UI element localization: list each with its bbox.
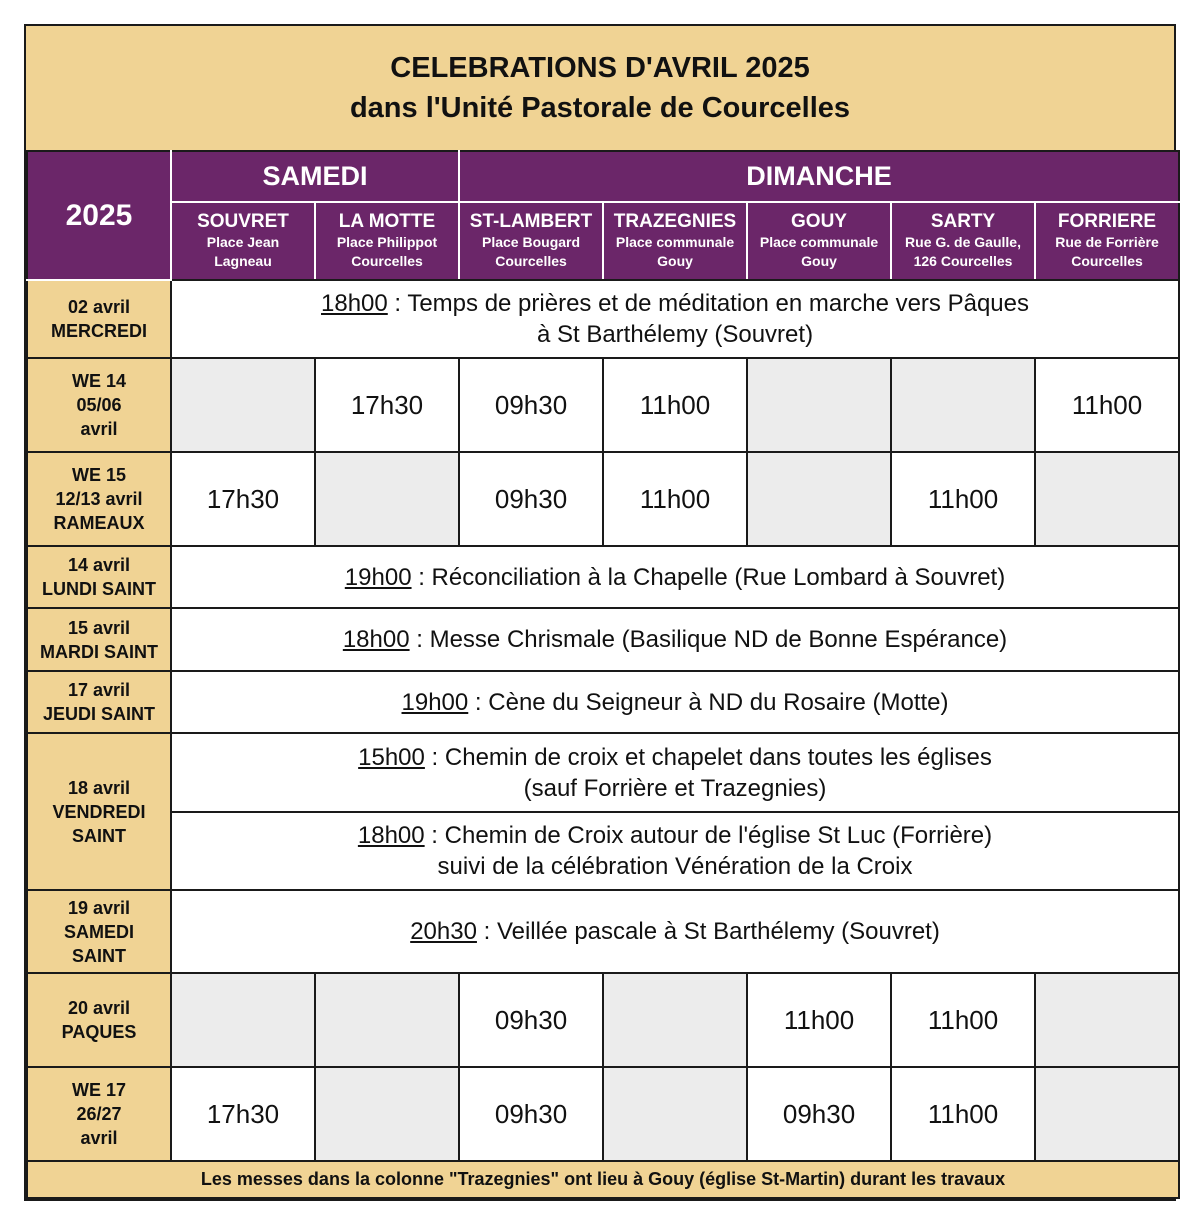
time-cell [747,358,891,452]
date-cell: 18 avril VENDREDI SAINT [27,733,171,890]
table-row [27,733,1179,812]
event-cell: 18h00 : Messe Chrismale (Basilique ND de Bonne Espérance) [171,608,1179,671]
table-row [27,973,1179,1067]
table-row [27,1067,1179,1161]
location-header-trazegnies: TRAZEGNIES Place communale Gouy [603,202,747,280]
schedule-sheet [24,24,1176,1201]
time-cell [1035,452,1179,546]
event-time: 18h00 [321,290,388,317]
title-line-1: CELEBRATIONS D'AVRIL 2025 [390,52,810,84]
time-cell [171,973,315,1067]
time-cell: 11h00 [747,973,891,1067]
time-cell [747,452,891,546]
table-row [27,671,1179,733]
time-cell: 17h30 [315,358,459,452]
date-cell: WE 15 12/13 avril RAMEAUX [27,452,171,546]
location-header-st-lambert: ST-LAMBERT Place Bougard Courcelles [459,202,603,280]
time-cell: 11h00 [891,452,1035,546]
time-cell [1035,1067,1179,1161]
event-cell: 18h00 : Chemin de Croix autour de l'église St Luc (Forrière) suivi de la célébration Vénération de la Croix [171,812,1179,890]
time-cell: 09h30 [459,1067,603,1161]
event-time: 19h00 [401,688,469,716]
page-title [26,26,1174,150]
time-cell [315,1067,459,1161]
year-header: 2025 [27,151,171,280]
time-cell: 09h30 [459,452,603,546]
time-cell [1035,973,1179,1067]
time-cell [315,452,459,546]
table-row [27,452,1179,546]
event-time: 18h00 [342,626,410,653]
time-cell: 09h30 [459,358,603,452]
date-cell: 14 avril LUNDI SAINT [27,546,171,608]
footer-note: Les messes dans la colonne "Trazegnies" ont lieu à Gouy (église St-Martin) durant les travaux [27,1161,1179,1198]
schedule-table [26,150,1180,1199]
event-cell: 19h00 : Réconciliation à la Chapelle (Rue Lombard à Souvret) [171,546,1179,608]
table-row [27,890,1179,973]
location-header-gouy: GOUY Place communale Gouy [747,202,891,280]
dimanche-header: DIMANCHE [459,151,1179,202]
time-cell: 11h00 [891,973,1035,1067]
time-cell [171,358,315,452]
event-cell: 19h00 : Cène du Seigneur à ND du Rosaire (Motte) [171,671,1179,733]
event-cell: 15h00 : Chemin de croix et chapelet dans toutes les églises (sauf Forrière et Trazegnies) [171,733,1179,812]
title-line-2: dans l'Unité Pastorale de Courcelles [349,92,851,124]
time-cell [891,358,1035,452]
time-cell: 11h00 [891,1067,1035,1161]
date-cell: 20 avril PAQUES [27,973,171,1067]
time-cell [603,973,747,1067]
event-cell: 18h00 : Temps de prières et de méditation en marche vers Pâques à St Barthélemy (Souvret) [171,280,1179,358]
event-cell: 20h30 : Veillée pascale à St Barthélemy (Souvret) [171,890,1179,973]
table-row [27,812,1179,890]
time-cell [603,1067,747,1161]
date-cell: WE 17 26/27 avril [27,1067,171,1161]
table-row [27,608,1179,671]
date-cell: 02 avril MERCREDI [27,280,171,358]
date-cell: 17 avril JEUDI SAINT [27,671,171,733]
event-time: 19h00 [344,563,412,591]
time-cell: 11h00 [603,452,747,546]
location-header-sarty: SARTY Rue G. de Gaulle, 126 Courcelles [891,202,1035,280]
location-header-souvret: SOUVRET Place Jean Lagneau [171,202,315,280]
time-cell: 17h30 [171,452,315,546]
time-cell: 11h00 [603,358,747,452]
event-time: 15h00 [358,743,425,771]
time-cell: 11h00 [1035,358,1179,452]
event-time: 18h00 [357,822,425,849]
time-cell: 09h30 [459,973,603,1067]
event-time: 20h30 [410,918,477,945]
date-cell: 19 avril SAMEDI SAINT [27,890,171,973]
location-header-la-motte: LA MOTTE Place Philippot Courcelles [315,202,459,280]
date-cell: 15 avril MARDI SAINT [27,608,171,671]
time-cell: 09h30 [747,1067,891,1161]
table-row [27,358,1179,452]
time-cell: 17h30 [171,1067,315,1161]
table-row [27,280,1179,358]
location-header-forriere: FORRIERE Rue de Forrière Courcelles [1035,202,1179,280]
table-row [27,546,1179,608]
time-cell [315,973,459,1067]
samedi-header: SAMEDI [171,151,459,202]
date-cell: WE 14 05/06 avril [27,358,171,452]
